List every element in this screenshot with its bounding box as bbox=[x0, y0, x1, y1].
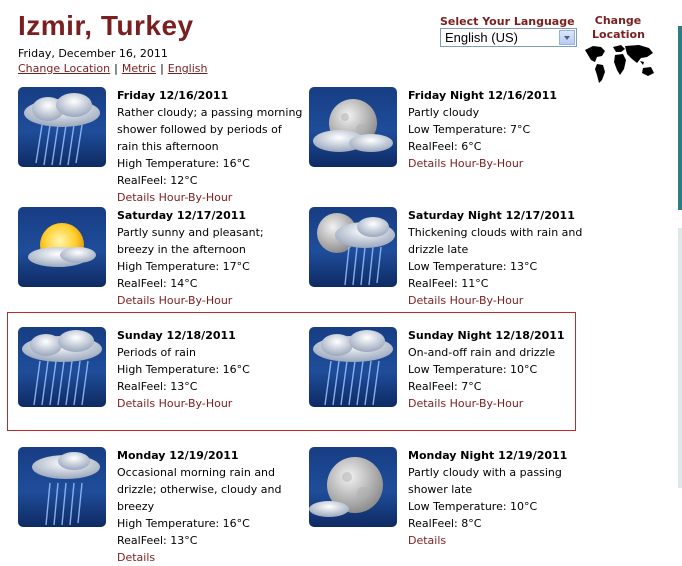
forecast-description: Thickening clouds with rain and drizzle late bbox=[408, 226, 583, 256]
forecast-realfeel: RealFeel: 13°C bbox=[117, 380, 198, 393]
rain-cloud-icon bbox=[18, 327, 106, 407]
forecast-realfeel: RealFeel: 7°C bbox=[408, 380, 482, 393]
details-link[interactable]: Details Hour-By-Hour bbox=[408, 397, 524, 410]
link-separator: | bbox=[114, 62, 118, 75]
forecast-temperature: Low Temperature: 13°C bbox=[408, 260, 538, 273]
english-link[interactable]: English bbox=[167, 62, 208, 75]
forecast-temperature: High Temperature: 16°C bbox=[117, 363, 250, 376]
chevron-down-icon[interactable] bbox=[559, 30, 575, 45]
forecast-description: Periods of rain bbox=[117, 346, 196, 359]
forecast-realfeel: RealFeel: 14°C bbox=[117, 277, 198, 290]
metric-link[interactable]: Metric bbox=[121, 62, 157, 75]
rain-cloud-icon bbox=[18, 447, 106, 527]
link-separator: | bbox=[160, 62, 164, 75]
forecast-realfeel: RealFeel: 13°C bbox=[117, 534, 198, 547]
details-link[interactable]: Details Hour-By-Hour bbox=[117, 294, 233, 307]
forecast-realfeel: RealFeel: 11°C bbox=[408, 277, 489, 290]
sun-cloud-icon bbox=[18, 207, 106, 287]
forecast-temperature: Low Temperature: 10°C bbox=[408, 500, 538, 513]
language-select[interactable] bbox=[440, 28, 577, 47]
forecast-description: On-and-off rain and drizzle bbox=[408, 346, 556, 359]
moon-cloud-icon bbox=[309, 447, 397, 527]
forecast-title: Monday Night 12/19/2011 bbox=[408, 449, 568, 462]
details-link[interactable]: Details Hour-By-Hour bbox=[117, 191, 233, 204]
moon-rain-cloud-icon bbox=[309, 207, 397, 287]
forecast-description: Occasional morning rain and drizzle; otherwise, cloudy and breezy bbox=[117, 466, 282, 513]
details-link[interactable]: Details bbox=[408, 534, 447, 547]
scrollbar-edge bbox=[678, 228, 682, 488]
forecast-temperature: Low Temperature: 7°C bbox=[408, 123, 531, 136]
page-title: Izmir, Turkey bbox=[18, 10, 194, 41]
forecast-temperature: High Temperature: 16°C bbox=[117, 517, 250, 530]
forecast-description: Partly cloudy bbox=[408, 106, 480, 119]
details-link[interactable]: Details Hour-By-Hour bbox=[117, 397, 233, 410]
details-link[interactable]: Details Hour-By-Hour bbox=[408, 157, 524, 170]
current-date: Friday, December 16, 2011 bbox=[18, 47, 168, 60]
change-location-link[interactable]: Change Location bbox=[18, 62, 111, 75]
language-label: Select Your Language bbox=[440, 15, 575, 28]
moon-cloud-icon bbox=[309, 87, 397, 167]
forecast-title: Saturday Night 12/17/2011 bbox=[408, 209, 575, 222]
forecast-title: Sunday Night 12/18/2011 bbox=[408, 329, 565, 342]
forecast-title: Sunday 12/18/2011 bbox=[117, 329, 236, 342]
header-links bbox=[18, 62, 208, 75]
forecast-realfeel: RealFeel: 12°C bbox=[117, 174, 198, 187]
forecast-title: Friday 12/16/2011 bbox=[117, 89, 229, 102]
forecast-description: Rather cloudy; a passing morning shower followed by periods of rain this afternoon bbox=[117, 106, 303, 153]
forecast-title: Friday Night 12/16/2011 bbox=[408, 89, 557, 102]
forecast-temperature: High Temperature: 17°C bbox=[117, 260, 250, 273]
forecast-title: Saturday 12/17/2011 bbox=[117, 209, 247, 222]
world-map-icon[interactable] bbox=[583, 42, 657, 86]
forecast-description: Partly sunny and pleasant; breezy in the afternoon bbox=[117, 226, 264, 256]
rain-cloud-icon bbox=[309, 327, 397, 407]
forecast-realfeel: RealFeel: 6°C bbox=[408, 140, 482, 153]
rain-cloud-icon bbox=[18, 87, 106, 167]
details-link[interactable]: Details Hour-By-Hour bbox=[408, 294, 524, 307]
forecast-realfeel: RealFeel: 8°C bbox=[408, 517, 482, 530]
change-location-button[interactable]: Change Location bbox=[592, 14, 645, 41]
scrollbar-edge bbox=[678, 26, 682, 210]
forecast-title: Monday 12/19/2011 bbox=[117, 449, 239, 462]
details-link[interactable]: Details bbox=[117, 551, 156, 564]
forecast-description: Partly cloudy with a passing shower late bbox=[408, 466, 562, 496]
forecast-temperature: High Temperature: 16°C bbox=[117, 157, 250, 170]
language-selected-value: English (US) bbox=[445, 30, 518, 45]
forecast-temperature: Low Temperature: 10°C bbox=[408, 363, 538, 376]
